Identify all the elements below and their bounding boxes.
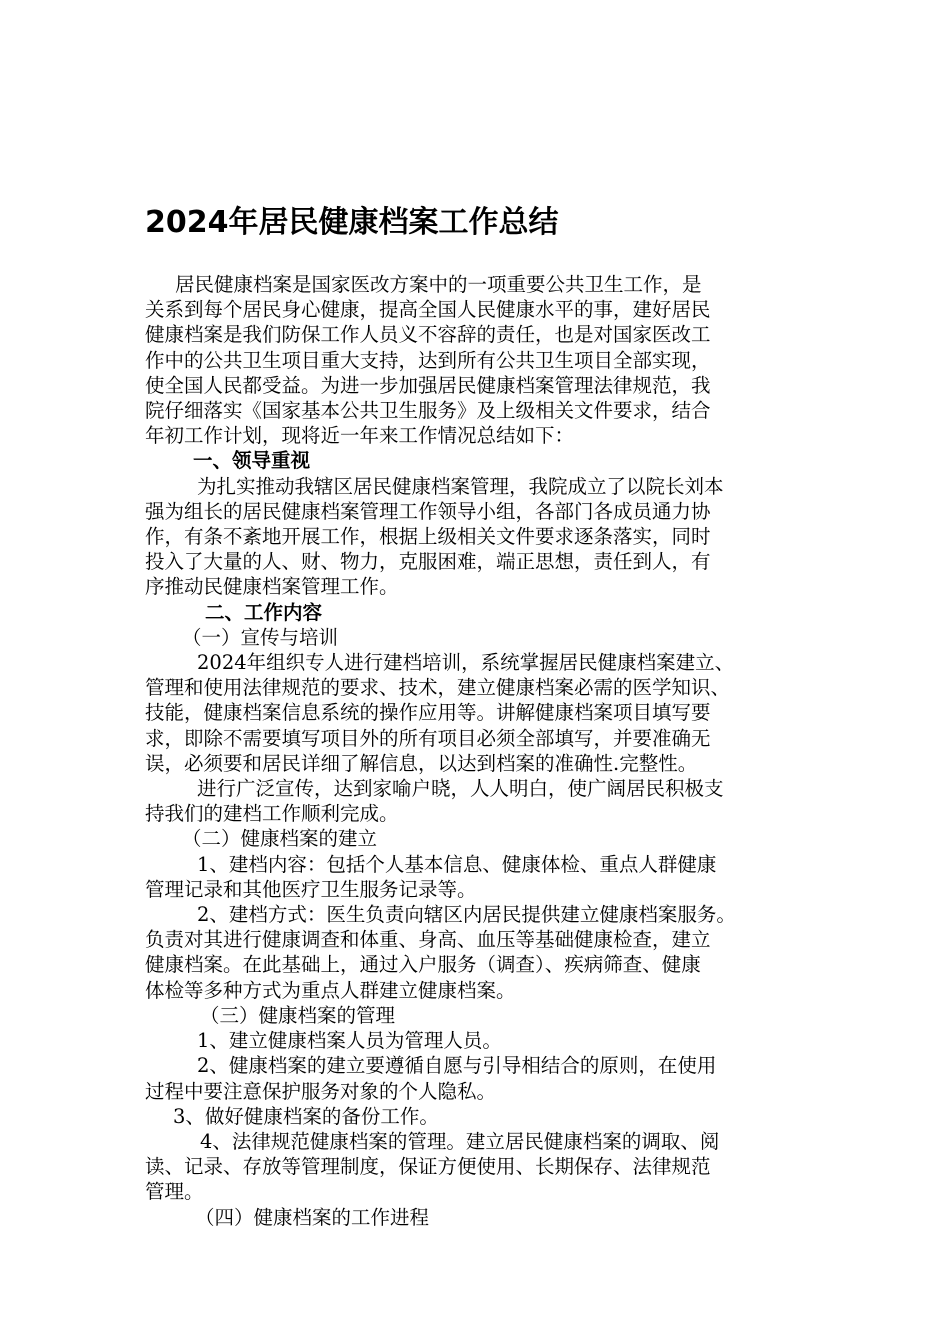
text-line: （一）宣传与培训 <box>182 625 339 649</box>
document-body <box>145 272 810 1230</box>
text-line: 居民健康档案是国家医改方案中的一项重要公共卫生工作，是 <box>175 273 702 296</box>
text-line: 技能，健康档案信息系统的操作应用等。讲解健康档案项目填写要 <box>145 701 711 725</box>
text-line: 管理和使用法律规范的要求、技术，建立健康档案必需的医学知识、 <box>145 676 731 700</box>
text-line: 过程中要注意保护服务对象的个人隐私。 <box>145 1079 497 1103</box>
text-line: 1、建档内容：包括个人基本信息、健康体检、重点人群健康 <box>197 852 717 876</box>
text-line: 作，有条不紊地开展工作，根据上级相关文件要求逐条落实，同时 <box>145 525 711 549</box>
text-line: （三）健康档案的管理 <box>200 1003 396 1027</box>
text-line: 2024年组织专人进行建档培训，系统掌握居民健康档案建立、 <box>197 651 735 675</box>
text-line: 持我们的建档工作顺利完成。 <box>145 802 399 826</box>
text-line: 使全国人民都受益。为进一步加强居民健康档案管理法律规范，我 <box>145 373 711 397</box>
text-line: （四）健康档案的工作进程 <box>195 1205 430 1229</box>
text-line: 管理。 <box>145 1180 204 1204</box>
section-heading: 二、工作内容 <box>205 600 323 624</box>
text-line: 为扎实推动我辖区居民健康档案管理，我院成立了以院长刘本 <box>197 474 724 498</box>
text-line: 1、建立健康档案人员为管理人员。 <box>197 1029 502 1053</box>
text-line: 2、建档方式：医生负责向辖区内居民提供建立健康档案服务。 <box>197 903 736 927</box>
text-line: 年初工作计划，现将近一年来工作情况总结如下： <box>145 424 575 448</box>
text-line: 健康档案。在此基础上，通过入户服务（调查）、疾病筛查、健康 <box>145 953 701 977</box>
document-title: 2024年居民健康档案工作总结 <box>145 205 559 240</box>
text-line: 管理记录和其他医疗卫生服务记录等。 <box>145 877 477 901</box>
text-line: 关系到每个居民身心健康，提高全国人民健康水平的事，建好居民 <box>145 298 711 322</box>
text-line: 4、法律规范健康档案的管理。建立居民健康档案的调取、阅 <box>200 1129 720 1153</box>
text-line: 求，即除不需要填写项目外的所有项目必须全部填写，并要准确无 <box>145 726 711 750</box>
text-line: 强为组长的居民健康档案管理工作领导小组，各部门各成员通力协 <box>145 499 711 523</box>
text-line: 进行广泛宣传，达到家喻户晓，人人明白，使广阔居民积极支 <box>197 777 724 801</box>
text-line: 序推动民健康档案管理工作。 <box>145 575 399 599</box>
text-line: 负责对其进行健康调查和体重、身高、血压等基础健康检查，建立 <box>145 928 711 952</box>
text-line: 3、做好健康档案的备份工作。 <box>173 1104 439 1128</box>
text-line: 体检等多种方式为重点人群建立健康档案。 <box>145 978 516 1002</box>
text-line: 投入了大量的人、财、物力，克服困难，端正思想，责任到人，有 <box>145 550 711 574</box>
text-line: 健康档案是我们防保工作人员义不容辞的责任，也是对国家医改工 <box>145 323 711 347</box>
section-heading: 一、领导重视 <box>193 449 311 473</box>
text-line: 误，必须要和居民详细了解信息，以达到档案的准确性.完整性。 <box>145 751 698 775</box>
text-line: 作中的公共卫生项目重大支持，达到所有公共卫生项目全部实现， <box>145 348 711 372</box>
text-line: （二）健康档案的建立 <box>182 827 378 851</box>
text-line: 院仔细落实《国家基本公共卫生服务》及上级相关文件要求，结合 <box>145 399 711 423</box>
text-line: 2、健康档案的建立要遵循自愿与引导相结合的原则，在使用 <box>197 1054 717 1078</box>
text-line: 读、记录、存放等管理制度，保证方便使用、长期保存、法律规范 <box>145 1155 711 1179</box>
